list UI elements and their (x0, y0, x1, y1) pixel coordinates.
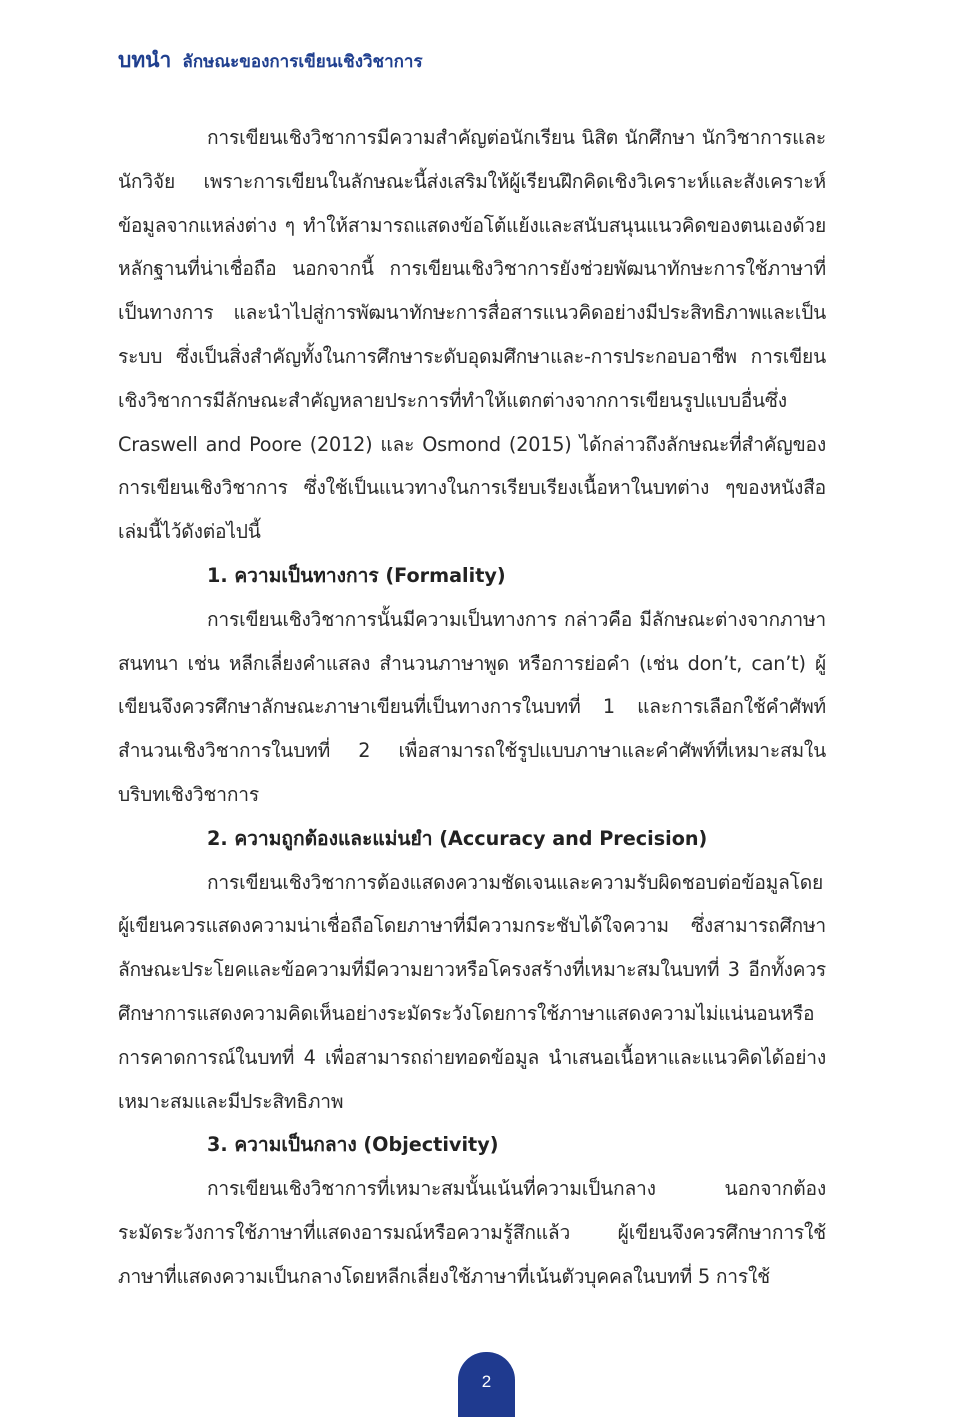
page-number: 2 (481, 1372, 492, 1391)
section-paragraph-formality: การเขียนเชิงวิชาการนั้นมีความเป็นทางการ กล่าวคือ มีลักษณะต่างจากภาษาสนทนา เช่น หลีกเลี่ยงคำแสลง สำนวนภาษาพูด หรือการย่อคำ (เช่น don’t, can’t) ผู้เขียนจึงควรศึกษาลักษณะภาษาเขียนที่เป็นทางการในบทที่ 1 และการเลือกใช้คำศัพท์สำนวนเชิงวิชาการในบทที่ 2 เพื่อสามารถใช้รูปแบบภาษาและคำศัพท์ที่เหมาะสมในบริบทเชิงวิชาการ (118, 607, 826, 806)
chapter-label: บทนำ (118, 48, 172, 72)
running-header (118, 44, 423, 77)
section-heading-formality: 1. ความเป็นทางการ (Formality) (207, 563, 506, 587)
section-heading-objectivity: 3. ความเป็นกลาง (Objectivity) (207, 1133, 499, 1157)
section-paragraph-accuracy: การเขียนเชิงวิชาการต้องแสดงความชัดเจนและความรับผิดชอบต่อข้อมูลโดยผู้เขียนควรแสดงความน่าเชื่อถือโดยภาษาที่มีความกระชับได้ใจความ ซึ่งสามารถศึกษาลักษณะประโยคและข้อความที่มีความยาวหรือโครงสร้างที่เหมาะสมในบทที่ 3 อีกทั้งควรศึกษาการแสดงความคิดเห็นอย่างระมัดระวังโดยการใช้ภาษาแสดงความไม่แน่นอนหรือการคาดการณ์ในบทที่ 4 เพื่อสามารถถ่ายทอดข้อมูล นำเสนอเนื้อหาและแนวคิดได้อย่างเหมาะสมและมีประสิทธิภาพ (118, 870, 826, 1113)
page-body (118, 116, 826, 1299)
section-heading-accuracy: 2. ความถูกต้องและแม่นยำ (Accuracy and Precision) (207, 826, 708, 850)
chapter-subtitle: ลักษณะของการเขียนเชิงวิชาการ (182, 52, 423, 72)
intro-paragraph: การเขียนเชิงวิชาการมีความสำคัญต่อนักเรียน นิสิต นักศึกษา นักวิชาการและนักวิจัย เพราะการเขียนในลักษณะนี้ส่งเสริมให้ผู้เรียนฝึกคิดเชิงวิเคราะห์และสังเคราะห์ข้อมูลจากแหล่งต่าง ๆ ทำให้สามารถแสดงข้อโต้แย้งและสนับสนุนแนวคิดของตนเองด้วยหลักฐานที่น่าเชื่อถือ นอกจากนี้ การเขียนเชิงวิชาการยังช่วยพัฒนาทักษะการใช้ภาษาที่เป็นทางการ และนำไปสู่การพัฒนาทักษะการสื่อสารแนวคิดอย่างมีประสิทธิภาพและเป็นระบบ ซึ่งเป็นสิ่งสำคัญทั้งในการศึกษาระดับอุดมศึกษาและ-การประกอบอาชีพ การเขียนเชิงวิชาการมีลักษณะสำคัญหลายประการที่ทำให้แตกต่างจากการเขียนรูปแบบอื่นซึ่ง Craswell and Poore (2012) และ Osmond (2015) ได้กล่าวถึงลักษณะที่สำคัญของการเขียนเชิงวิชาการ ซึ่งใช้เป็นแนวทางในการเรียบเรียงเนื้อหาในบทต่าง ๆของหนังสือเล่มนี้ไว้ดังต่อไปนี้ (118, 126, 826, 544)
section-paragraph-objectivity: การเขียนเชิงวิชาการที่เหมาะสมนั้นเน้นที่ความเป็นกลาง นอกจากต้องระมัดระวังการใช้ภาษาที่แสดงอารมณ์หรือความรู้สึกแล้ว ผู้เขียนจึงควรศึกษาการใช้ภาษาที่แสดงความเป็นกลางโดยหลีกเลี่ยงใช้ภาษาที่เน้นตัวบุคคลในบทที่ 5 การใช้ (118, 1177, 826, 1288)
page-number-badge (458, 1352, 515, 1417)
